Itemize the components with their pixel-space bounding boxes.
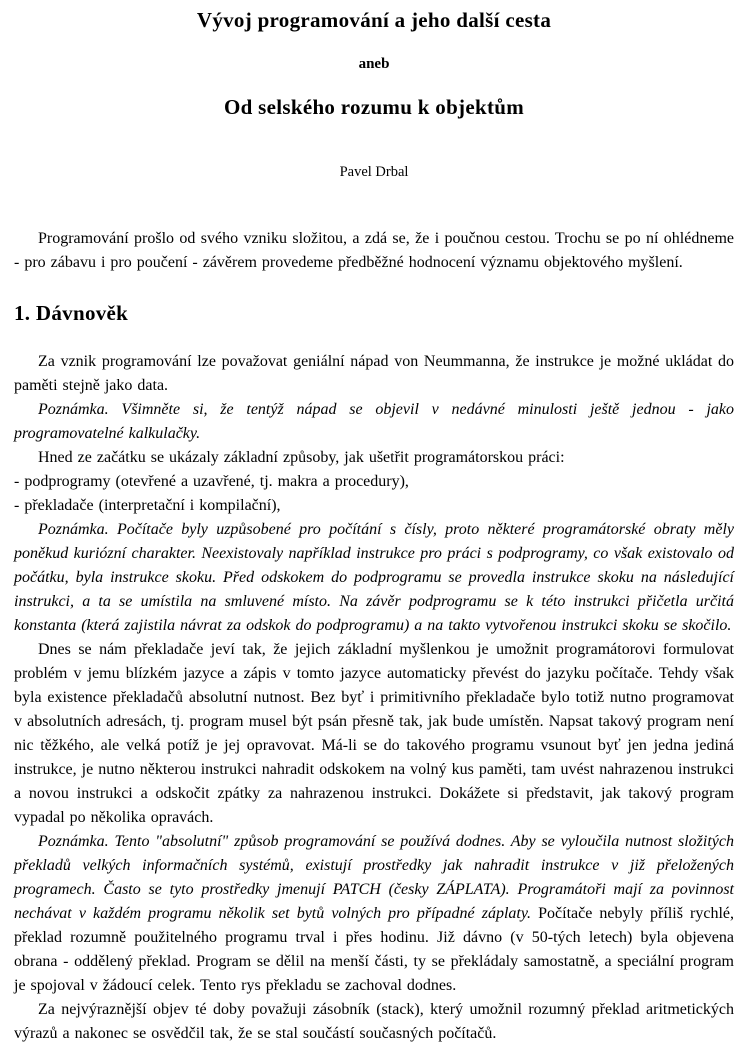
- scanned-document-page: [0, 8, 747, 1042]
- note-patch-paragraph: [14, 830, 734, 998]
- paragraph-compilers-absolute-addresses: Dnes se nám překladače jeví tak, že jejich základní myšlenkou je umožnit programátorovi formulovat problém v jemu blízkém jazyce a zápis v tomto jazyce automaticky převést do jazyku počítače. Tehdy však byla existence překladačů absolutní nutnost. Bez byť i primitivního překladače bylo totiž nutno programovat v absolutních adresách, tj. program musel být psán přesně tak, jak bude umístěn. Napsat takový program není nic těžkého, ale velká potíž je jej opravovat. Má-li se do takového programu vsunout byť jen jedna jediná instrukce, je nutno některou instrukci nahradit odskokem na volný kus paměti, tam uvést nahrazenou instrukci a novou instrukci a odskočit zpátky za nahrazenou instrukci. Dokážete si představit, jak takový program vypadal po několika opravách.: [14, 641, 734, 826]
- paragraph-ways-to-save-work: Hned ze začátku se ukázaly základní způsoby, jak ušetřit programátorskou práci:: [38, 449, 565, 466]
- author-name: Pavel Drbal: [339, 164, 409, 180]
- document-title: Vývoj programování a jeho další cesta: [196, 8, 552, 32]
- note-patch-normal-part: Počítače nebyly příliš rychlé, překlad rozumně použitelného programu trval i přes hodinu. Již dávno (v 50-tých letech) byla objevena obrana - oddělený překlad. Program se dělil na menší části, ty se překládaly samostatně, a speciální program je spojoval v žádoucí celek. Tento rys překladu se zachoval dodnes.: [14, 905, 735, 994]
- list-item-compilers: - překladače (interpretační i kompilační),: [14, 497, 281, 514]
- paragraph-von-neumann: Za vznik programování lze považovat geniální nápad von Neummanna, že instrukce je možné ukládat do paměti stejně jako data.: [14, 353, 734, 394]
- list-item-subprograms: - podprogramy (otevřené a uzavřené, tj. makra a procedury),: [14, 473, 409, 490]
- section-heading: 1. Dávnověk: [14, 301, 129, 325]
- document-subtitle: Od selského rozumu k objektům: [223, 95, 525, 119]
- note-patch-italic-part: Poznámka. Tento "absolutní" způsob programování se používá dodnes. Aby se vyloučila nutnost složitých překladů velkých informačních systémů, existují prostředky jak nahradit instrukce v již přeložených programech. Často se tyto prostředky jmenují PATCH (česky ZÁPLATA). Programátoři mají za povinnost nechávat v každém programu několik set bytů volných pro případné záplaty.: [14, 833, 734, 922]
- note-jump-instruction: Poznámka. Počítače byly uzpůsobené pro počítání s čísly, proto některé programátorské obraty měly poněkud kuriózní charakter. Neexistovaly například instrukce pro práci s podprogramy, co však existovalo od počátku, byla instrukce skoku. Před odskokem do podprogramu se provedla instrukce skoku na následující instrukci, a ta se umístila na smluvené místo. Na závěr podprogramu se k této instrukci přičetla určitá konstanta (která zajistila návrat za odskok do podprogramu) a na takto vytvořenou instrukci skoku se skočilo.: [14, 521, 734, 634]
- note-calculators: Poznámka. Všimněte si, že tentýž nápad se objevil v nedávné minulosti ještě jednou - jako programovatelné kalkulačky.: [14, 401, 734, 442]
- intro-paragraph: Programování prošlo od svého vzniku složitou, a zdá se, že i poučnou cestou. Trochu se po ní ohlédneme - pro zábavu i pro poučení - závěrem provedeme předběžné hodnocení významu objektového myšlení.: [14, 230, 734, 271]
- paragraph-stack: Za nejvýraznější objev té doby považuji zásobník (stack), který umožnil rozumný překlad aritmetických výrazů a nakonec se osvědčil tak, že se stal součástí současných počítačů.: [14, 1001, 734, 1042]
- title-connector: aneb: [358, 56, 390, 72]
